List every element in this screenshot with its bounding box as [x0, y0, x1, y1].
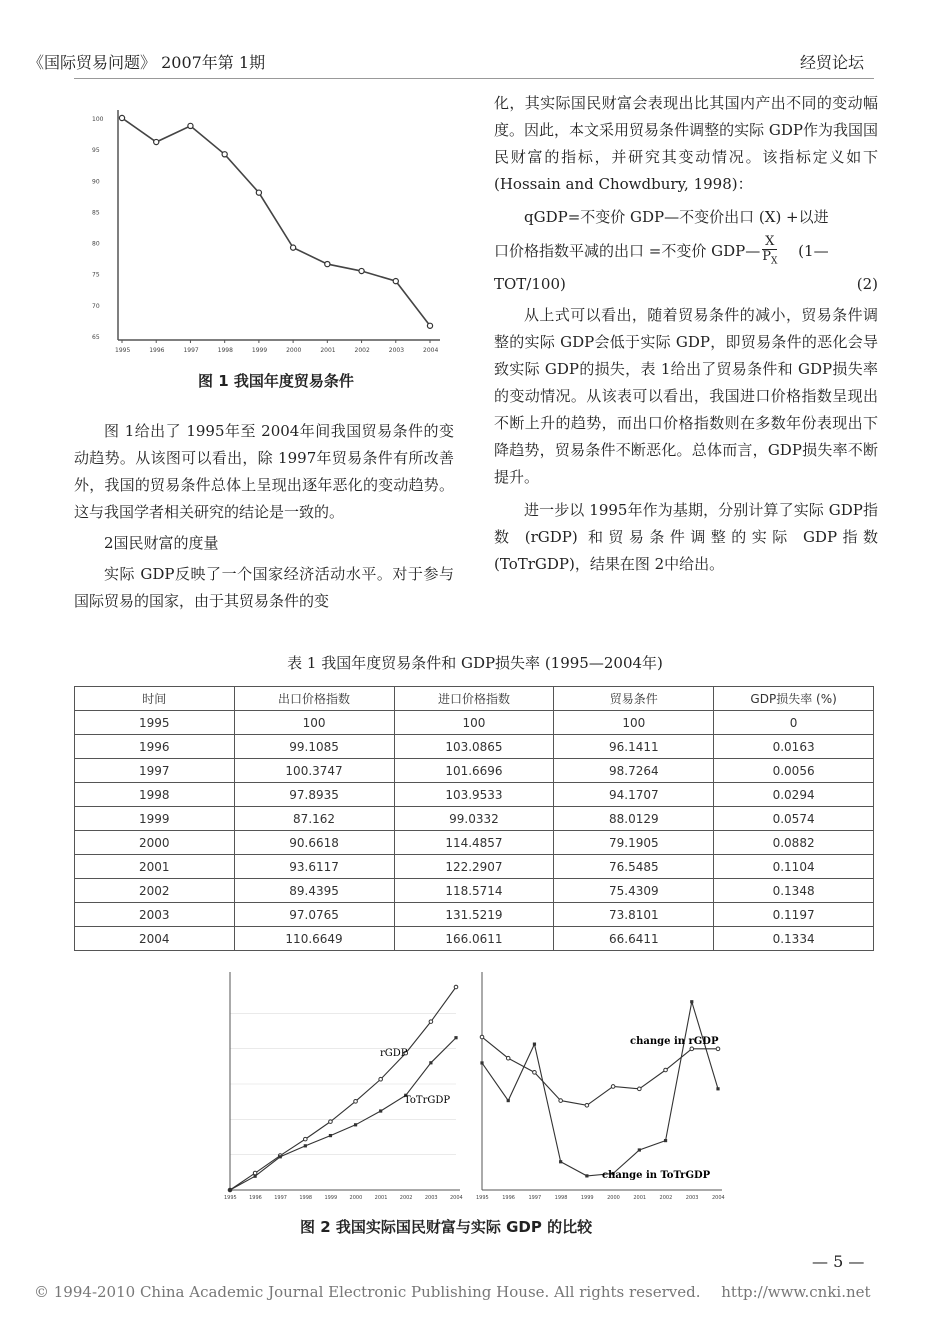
fraction-denominator: [762, 250, 777, 269]
formula-line-1: qGDP=不变价 GDP—不变价出口 (X) +以进: [524, 208, 829, 226]
table-cell: 90.6618: [234, 831, 394, 855]
left-column: [74, 418, 454, 615]
x-tick-label: 2003: [424, 1195, 438, 1201]
x-tick-label: 1996: [249, 1195, 262, 1201]
table-cell: 89.4395: [234, 879, 394, 903]
table-row: [75, 927, 874, 951]
table-cell: 2000: [75, 831, 235, 855]
data-point: [379, 1109, 382, 1112]
table-cell: 2001: [75, 855, 235, 879]
table-cell: 0.0882: [714, 831, 874, 855]
data-point: [454, 1036, 457, 1039]
table-cell: 166.0611: [394, 927, 554, 951]
data-point: [291, 245, 296, 250]
change-rgdp-label: change in rGDP: [630, 1036, 719, 1047]
data-point: [427, 323, 432, 328]
table-row: [75, 879, 874, 903]
x-tick-label: 1998: [217, 347, 233, 354]
data-point: [354, 1123, 357, 1126]
table-cell: 73.8101: [554, 903, 714, 927]
table-cell: 0.0294: [714, 783, 874, 807]
table-cell: 103.9533: [394, 783, 554, 807]
data-point: [585, 1103, 589, 1107]
x-tick-label: 2000: [286, 347, 302, 354]
table-row: [75, 759, 874, 783]
table-cell: 0.0163: [714, 735, 874, 759]
table-cell: 110.6649: [234, 927, 394, 951]
x-tick-label: 2003: [685, 1195, 699, 1201]
x-tick-label: 1995: [476, 1195, 489, 1201]
header-rule: [74, 78, 874, 79]
col-header: GDP损失率 (%): [714, 687, 874, 711]
table-cell: 0.1104: [714, 855, 874, 879]
table-cell: 1995: [75, 711, 235, 735]
change-totrgdp-label: change in ToTrGDP: [602, 1170, 711, 1181]
table-cell: 100.3747: [234, 759, 394, 783]
x-tick-label: 2004: [712, 1195, 725, 1201]
data-point: [507, 1099, 510, 1102]
table-cell: 96.1411: [554, 735, 714, 759]
rgdp-label: rGDP: [380, 1048, 408, 1059]
table-cell: 100: [234, 711, 394, 735]
copyright-footer: [34, 1283, 887, 1301]
paragraph: 实际 GDP反映了一个国家经济活动水平。对于参与国际贸易的国家，由于其贸易条件的变: [74, 565, 454, 610]
formula-tail: TOT/100): [494, 274, 566, 293]
data-point: [429, 1020, 433, 1024]
data-point: [379, 1077, 383, 1081]
table-title: 表 1 我国年度贸易条件和 GDP损失率 (1995—2004年): [287, 654, 663, 672]
x-tick-label: 1995: [224, 1195, 237, 1201]
data-point: [480, 1061, 483, 1064]
table-cell: 88.0129: [554, 807, 714, 831]
fraction-den-sub: X: [770, 256, 778, 267]
data-point: [559, 1160, 562, 1163]
table-cell: 131.5219: [394, 903, 554, 927]
table-cell: 66.6411: [554, 927, 714, 951]
data-point: [454, 985, 458, 989]
col-header: 进口价格指数: [394, 687, 554, 711]
data-point: [329, 1120, 333, 1124]
data-table: [74, 686, 874, 951]
table-cell: 0: [714, 711, 874, 735]
table-cell: 0.0056: [714, 759, 874, 783]
table-row: [75, 807, 874, 831]
table-row: [75, 783, 874, 807]
page-number-value: 5: [833, 1252, 844, 1271]
footer-url: http://www.cnki.net: [721, 1283, 871, 1301]
data-point: [222, 152, 227, 157]
table-header-row: [75, 687, 874, 711]
totrgdp-label: ToTrGDP: [404, 1095, 451, 1106]
fraction: [762, 235, 777, 269]
data-point: [533, 1043, 536, 1046]
fraction-numerator: X: [762, 235, 777, 250]
x-tick-label: 2001: [320, 347, 336, 354]
data-point: [664, 1139, 667, 1142]
table-cell: 103.0865: [394, 735, 554, 759]
x-tick-label: 1997: [183, 347, 199, 354]
x-tick-label: 2000: [349, 1195, 363, 1201]
y-tick-label: 100: [92, 116, 104, 123]
data-point: [716, 1047, 720, 1051]
x-tick-label: 1995: [115, 347, 131, 354]
data-point: [393, 279, 398, 284]
table-cell: 75.4309: [554, 879, 714, 903]
x-tick-label: 2002: [354, 347, 370, 354]
x-tick-label: 2002: [399, 1195, 413, 1201]
table-cell: 97.0765: [234, 903, 394, 927]
data-point: [304, 1144, 307, 1147]
data-point: [188, 123, 193, 128]
x-tick-label: 1997: [274, 1195, 287, 1201]
table-cell: 76.5485: [554, 855, 714, 879]
formula-suffix: (1—: [798, 241, 829, 260]
x-tick-label: 1998: [299, 1195, 313, 1201]
table-cell: 0.1348: [714, 879, 874, 903]
x-tick-label: 1997: [528, 1195, 542, 1201]
journal-header: 《国际贸易问题》 2007年第 1期: [28, 53, 266, 72]
x-tick-label: 2003: [388, 347, 405, 354]
data-point: [254, 1175, 257, 1178]
x-tick-label: 2004: [423, 347, 439, 354]
data-point: [480, 1035, 484, 1039]
fraction-den-letter: P: [762, 249, 771, 264]
data-point: [611, 1085, 615, 1089]
table-cell: 0.1197: [714, 903, 874, 927]
data-point: [506, 1056, 510, 1060]
y-tick-label: 90: [92, 178, 100, 186]
figure-2: [212, 960, 772, 1245]
y-tick-label: 95: [92, 147, 100, 155]
table-cell: 98.7264: [554, 759, 714, 783]
trade-terms-chart: [90, 92, 460, 360]
formula-text: 口价格指数平减的出口 =不变价 GDP—: [494, 241, 761, 260]
table-cell: 87.162: [234, 807, 394, 831]
x-tick-label: 1998: [554, 1195, 568, 1201]
data-point: [533, 1071, 537, 1075]
x-tick-label: 1999: [324, 1195, 338, 1201]
data-point: [429, 1061, 432, 1064]
table-row: [75, 855, 874, 879]
section-heading: 2国民财富的度量: [104, 534, 219, 552]
x-tick-label: 2000: [607, 1195, 620, 1201]
data-point: [559, 1099, 563, 1103]
table-cell: 2004: [75, 927, 235, 951]
change-totrgdp-line: [482, 1002, 718, 1176]
table-cell: 2002: [75, 879, 235, 903]
data-point: [690, 1047, 694, 1051]
right-column: [494, 90, 878, 578]
data-point: [329, 1134, 332, 1137]
table-cell: 1997: [75, 759, 235, 783]
data-point: [354, 1100, 358, 1104]
formula-line-2: [494, 235, 878, 269]
data-point: [690, 1000, 693, 1003]
table-cell: 100: [554, 711, 714, 735]
table-cell: 1996: [75, 735, 235, 759]
data-point: [716, 1087, 719, 1090]
data-point: [253, 1171, 257, 1175]
paragraph: 进一步以 1995年作为基期，分别计算了实际 GDP指数 (rGDP) 和贸易条件调整的实际 GDP指数 (ToTrGDP)，结果在图 2中给出。: [494, 500, 878, 573]
y-tick-label: 75: [92, 271, 100, 279]
table-row: [75, 711, 874, 735]
trade-terms-line: [122, 118, 430, 326]
page-number: — 5 —: [812, 1252, 865, 1271]
rgdp-line: [230, 987, 456, 1190]
data-point: [119, 115, 124, 120]
table-row: [75, 903, 874, 927]
table-cell: 99.0332: [394, 807, 554, 831]
col-header: 出口价格指数: [234, 687, 394, 711]
data-point: [638, 1087, 642, 1091]
table-cell: 79.1905: [554, 831, 714, 855]
table-cell: 1998: [75, 783, 235, 807]
paragraph: 图 1给出了 1995年至 2004年间我国贸易条件的变动趋势。从该图可以看出，除 1997年贸易条件有所改善外，我国的贸易条件总体上呈现出逐年恶化的变动趋势。这与我国学者相关研究的结论是一致的。: [74, 422, 454, 521]
table-cell: 0.1334: [714, 927, 874, 951]
table-row: [75, 735, 874, 759]
table-cell: 97.8935: [234, 783, 394, 807]
gdp-comparison-chart: [212, 960, 772, 1210]
table-cell: 118.5714: [394, 879, 554, 903]
data-point: [585, 1174, 588, 1177]
figure-1: [90, 92, 460, 392]
y-tick-label: 85: [92, 209, 100, 217]
table-row: [75, 831, 874, 855]
y-tick-label: 65: [92, 334, 100, 341]
table-cell: 100: [394, 711, 554, 735]
table-cell: 0.0574: [714, 807, 874, 831]
x-tick-label: 1996: [502, 1195, 515, 1201]
table-cell: 99.1085: [234, 735, 394, 759]
data-point: [638, 1148, 641, 1151]
formula-line-3: [494, 271, 878, 298]
paragraph: 化，其实际国民财富会表现出比其国内产出不同的变动幅度。因此，本文采用贸易条件调整的实际 GDP作为我国国民财富的指标，并研究其变动情况。该指标定义如下 (Hossain and Chowdbury, 1998)：: [494, 94, 878, 193]
x-tick-label: 2002: [659, 1195, 673, 1201]
data-point: [359, 268, 364, 273]
data-point: [664, 1068, 668, 1072]
table-cell: 122.2907: [394, 855, 554, 879]
data-point: [228, 1188, 231, 1191]
x-tick-label: 1999: [251, 347, 268, 354]
table-cell: 2003: [75, 903, 235, 927]
col-header: 贸易条件: [554, 687, 714, 711]
figure-1-caption: 图 1 我国年度贸易条件: [198, 372, 354, 390]
x-tick-label: 1999: [580, 1195, 594, 1201]
table-cell: 1999: [75, 807, 235, 831]
table-cell: 93.6117: [234, 855, 394, 879]
table-cell: 101.6696: [394, 759, 554, 783]
change-rgdp-line: [482, 1037, 718, 1105]
table-cell: 94.1707: [554, 783, 714, 807]
x-tick-label: 2004: [450, 1195, 463, 1201]
table-cell: 114.4857: [394, 831, 554, 855]
data-point: [256, 190, 261, 195]
x-tick-label: 2001: [633, 1195, 647, 1201]
col-header: 时间: [75, 687, 235, 711]
data-point: [154, 139, 159, 144]
data-point: [279, 1155, 282, 1158]
data-point: [304, 1137, 308, 1141]
section-header: 经贸论坛: [800, 53, 865, 72]
equation-number: (2): [856, 274, 878, 293]
data-point: [325, 261, 330, 266]
y-tick-label: 70: [92, 302, 100, 310]
figure-2-caption: 图 2 我国实际国民财富与实际 GDP 的比较: [300, 1218, 593, 1236]
y-tick-label: 80: [92, 240, 100, 248]
x-tick-label: 2001: [374, 1195, 388, 1201]
x-tick-label: 1996: [149, 347, 165, 354]
copyright-text: © 1994-2010 China Academic Journal Electronic Publishing House. All rights reserved.: [34, 1283, 701, 1301]
paragraph: 从上式可以看出，随着贸易条件的减小，贸易条件调整的实际 GDP会低于实际 GDP，即贸易条件的恶化会导致实际 GDP的损失，表 1给出了贸易条件和 GDP损失率的变动情况。从该表可以看出，我国进口价格指数呈现出不断上升的趋势，而出口价格指数则在多数年份表现出下降趋势，贸易条件不断恶化。总体而言，GDP损失率不断提升。: [494, 305, 878, 486]
